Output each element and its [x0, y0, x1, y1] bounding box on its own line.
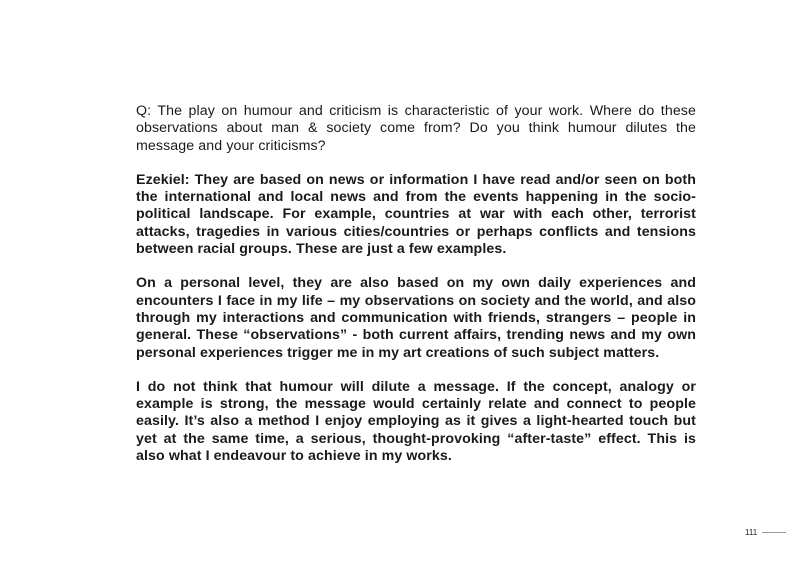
page-number: 111 [745, 528, 758, 537]
interview-question: Q: The play on humour and criticism is characteristic of your work. Where do these observations about man & society come from? Do you think humour dilutes the message and your criticisms? [136, 103, 696, 154]
answer-paragraph-1: Ezekiel: They are based on news or information I have read and/or seen on both the international and local news and from the events happening in the socio-political landscape. For example, countries at war with each other, terrorist attacks, tragedies in various cities/countries or perhaps conflicts and tensions between racial groups. These are just a few examples. [136, 171, 696, 258]
answer-paragraph-2: On a personal level, they are also based on my own daily experiences and encounters I face in my life – my observations on society and the world, and also through my interactions and communication with friends, strangers – people in general. These “observations” - both current affairs, trending news and my own personal experiences trigger me in my art creations of such subject matters. [136, 275, 696, 361]
page-footer [745, 528, 786, 537]
answer-paragraph-3: I do not think that humour will dilute a message. If the concept, analogy or example is strong, the message would certainly relate and connect to people easily. It’s also a method I enjoy employing as it gives a light-hearted touch but yet at the same time, a serious, thought-provoking “after-taste” effect. This is also what I endeavour to achieve in my works. [136, 378, 696, 465]
paragraph-spacer [136, 258, 696, 275]
footer-rule [762, 532, 786, 533]
article-body [136, 103, 696, 465]
paragraph-spacer [136, 155, 696, 172]
paragraph-spacer [136, 362, 696, 379]
